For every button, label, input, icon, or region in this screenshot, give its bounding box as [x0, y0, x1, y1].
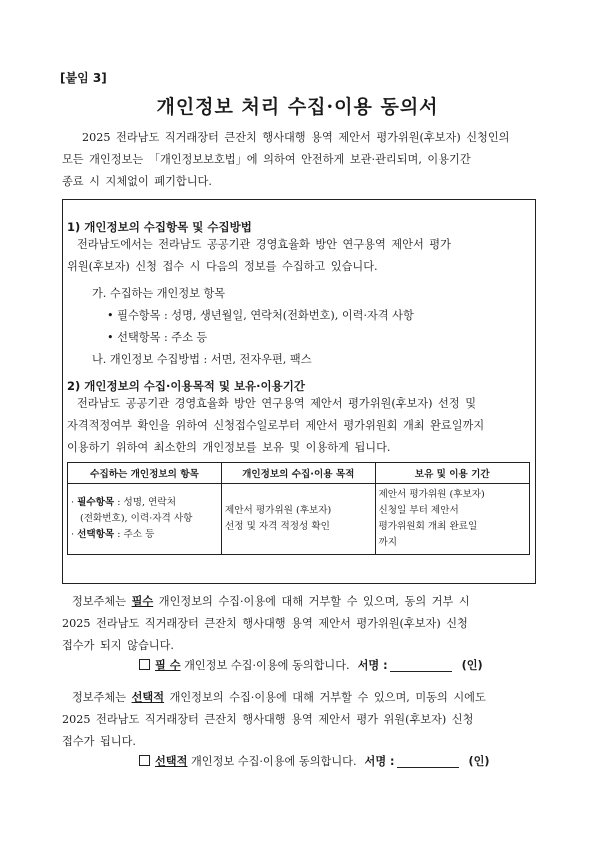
section2-line-1: 전라남도 공공기관 경영효율화 방안 연구용역 제안서 평가위원(후보자) 선정 및	[77, 397, 477, 410]
required-notice-line-3: 접수가 되지 않습니다.	[62, 639, 174, 652]
optional-items-bullet: • 선택항목 : 주소 등	[107, 331, 208, 344]
section2-line-2: 자격적정여부 확인을 위하여 신청접수일로부터 제안서 평가위원회 개최 완료일까지	[67, 419, 485, 432]
collection-method: 나. 개인정보 수집방법 : 서면, 전자우편, 팩스	[92, 353, 312, 366]
optional-notice-rest: 개인정보의 수집·이용에 대해 거부할 수 있으며, 미동의 시에도	[164, 691, 486, 704]
required-seal: (인)	[461, 659, 483, 672]
required-notice-prefix: 정보주체는	[72, 595, 132, 608]
optional-consent-text: 개인정보 수집·이용에 동의합니다.	[187, 755, 357, 768]
intro-line-3: 종료 시 지체없이 폐기합니다.	[62, 175, 212, 188]
table-row	[68, 484, 530, 555]
intro-line-2: 모든 개인정보는 「개인정보보호법」에 의하여 안전하게 보관·관리되며, 이용기간	[62, 153, 471, 166]
info-table	[67, 462, 530, 555]
required-signature-field[interactable]	[390, 659, 452, 672]
intro-paragraph	[62, 127, 540, 193]
optional-notice-line-1	[62, 687, 540, 709]
optional-keyword: 선택적	[131, 691, 165, 704]
document-title: 개인정보 처리 수집·이용 동의서	[156, 96, 439, 118]
optional-seal: (인)	[468, 755, 490, 768]
table-cell-period	[375, 484, 530, 555]
optional-text: : 주소 등	[114, 529, 155, 540]
table-header-row	[68, 463, 530, 484]
table-header-items: 수집하는 개인정보의 항목	[68, 463, 222, 484]
required-notice-line-1	[62, 591, 540, 613]
purpose-line-2: 선정 및 자격 적정성 확인	[224, 521, 330, 532]
section1-paragraph	[67, 234, 532, 278]
period-line-4: 까지	[378, 537, 398, 548]
section2-line-3: 이용하기 위하여 최소한의 개인정보를 보유 및 이용하게 됩니다.	[67, 441, 391, 454]
table-header-period: 보유 및 이용 기간	[375, 463, 530, 484]
required-notice	[62, 591, 540, 657]
section2-paragraph	[67, 393, 532, 459]
period-line-3: 평가위원회 개최 완료일	[378, 521, 478, 532]
section1-line-1: 전라남도에서는 전라남도 공공기관 경영효율화 방안 연구용역 제안서 평가	[77, 238, 451, 251]
optional-notice	[62, 687, 540, 753]
collected-items-heading: 가. 수집하는 개인정보 항목	[92, 287, 226, 300]
required-consent-text: 개인정보 수집·이용에 동의합니다.	[180, 659, 350, 672]
optional-notice-line-2: 2025 전라남도 직거래장터 큰잔치 행사대행 용역 제안서 평가 위원(후보자) 신청	[62, 713, 474, 726]
optional-consent-checkbox[interactable]	[139, 755, 150, 766]
required-sign-label: 서명 :	[357, 659, 388, 672]
section1-line-2: 위원(후보자) 신청 접수 시 다음의 정보를 수집하고 있습니다.	[67, 260, 378, 273]
section2-title: 2) 개인정보의 수집·이용목적 및 보유·이용기간	[67, 379, 305, 393]
optional-notice-line-3: 접수가 됩니다.	[62, 735, 136, 748]
period-line-2: 신청일 부터 제안서	[378, 505, 459, 516]
table-header-purpose: 개인정보의 수집·이용 목적	[221, 463, 375, 484]
required-items-bullet: • 필수항목 : 성명, 생년월일, 연락처(전화번호), 이력·자격 사항	[107, 309, 414, 322]
required-keyword: 필수	[131, 595, 154, 608]
optional-label: 선택항목	[77, 529, 115, 540]
optional-sign-label: 서명 :	[364, 755, 395, 768]
required-items-cell: · 필수항목 : 성명, 연락처	[71, 497, 176, 508]
purpose-line-1: 제안서 평가위원 (후보자)	[224, 505, 332, 516]
required-consent-keyword: 필 수	[155, 659, 181, 672]
optional-signature-field[interactable]	[397, 755, 459, 768]
required-notice-rest: 개인정보의 수집·이용에 대해 거부할 수 있으며, 동의 거부 시	[153, 595, 470, 608]
required-consent-row	[139, 657, 483, 673]
table-cell-items	[68, 484, 222, 555]
required-text-2: (전화번호), 이력·자격 사항	[80, 513, 193, 524]
required-notice-line-2: 2025 전라남도 직거래장터 큰잔치 행사대행 용역 제안서 평가위원(후보자) 신청	[62, 617, 468, 630]
intro-line-1: 2025 전라남도 직거래장터 큰잔치 행사대행 용역 제안서 평가위원(후보자) 신청인의	[82, 131, 510, 144]
optional-consent-keyword: 선택적	[155, 755, 188, 768]
optional-items-cell: · 선택항목 : 주소 등	[71, 529, 155, 540]
required-label: 필수항목	[77, 497, 115, 508]
required-text-1: : 성명, 연락처	[114, 497, 176, 508]
section1-title: 1) 개인정보의 수집항목 및 수집방법	[67, 220, 252, 234]
optional-notice-prefix: 정보주체는	[72, 691, 132, 704]
optional-consent-row	[139, 753, 490, 769]
required-consent-checkbox[interactable]	[139, 659, 150, 670]
attachment-label: [붙임 3]	[60, 71, 107, 85]
period-line-1: 제안서 평가위원 (후보자)	[378, 489, 485, 500]
table-cell-purpose	[221, 484, 375, 555]
